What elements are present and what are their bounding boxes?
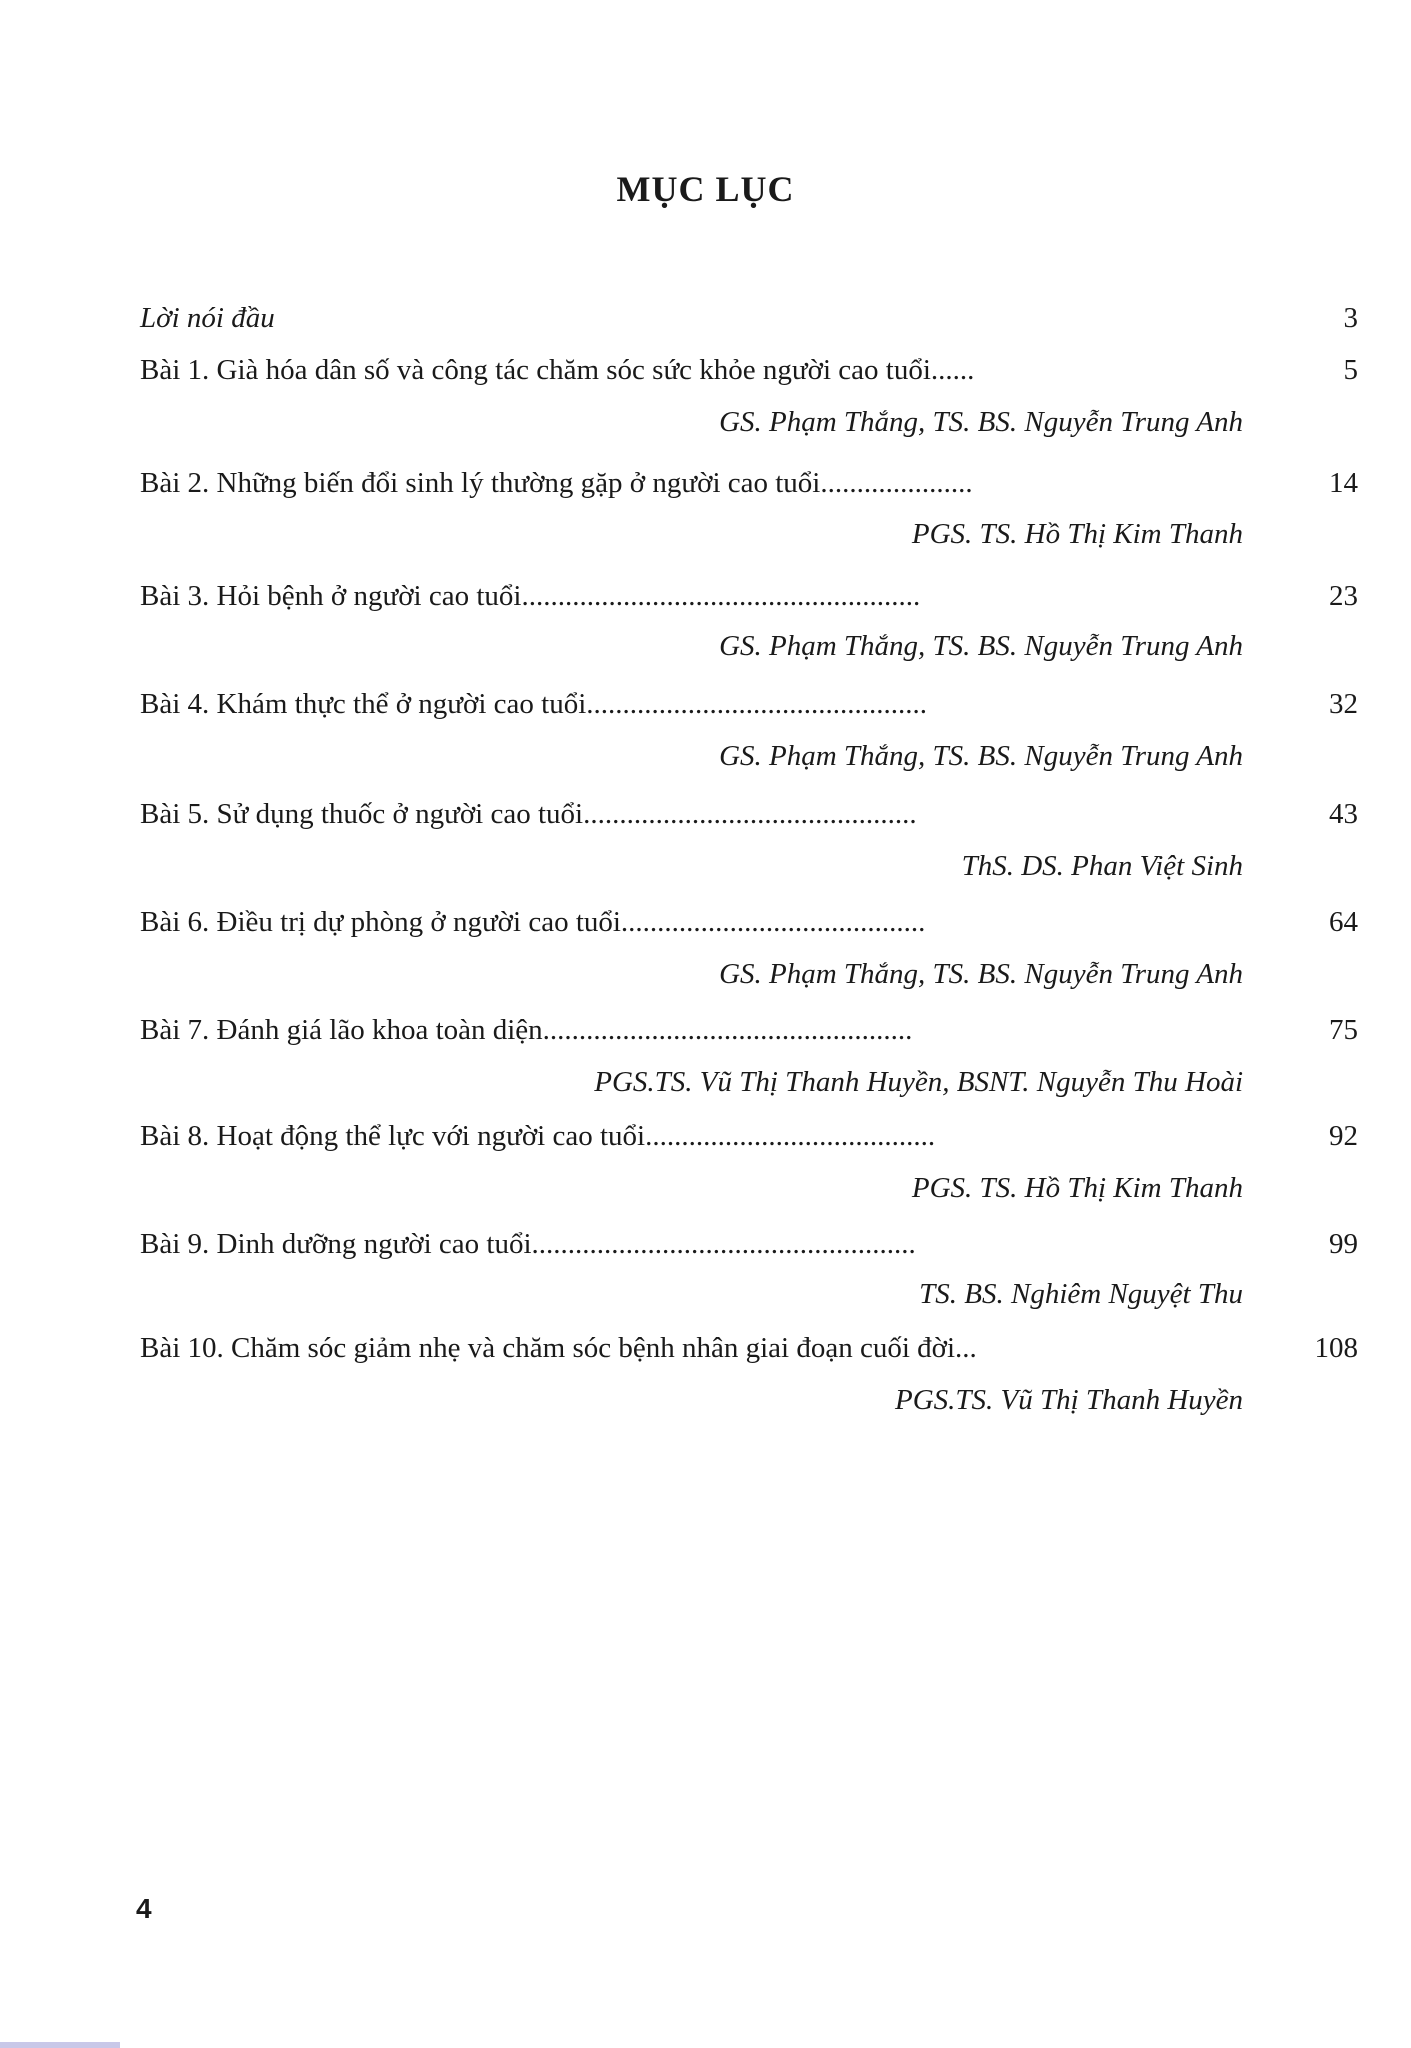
toc-entry-page: 5 [1343,354,1358,386]
toc-entry-page: 108 [1314,1332,1358,1364]
toc-entry-page: 43 [1329,798,1358,830]
toc-entry-page: 32 [1329,688,1358,720]
toc-entry-label: Bài 7. Đánh giá lão khoa toàn diện................................................... [140,1014,913,1046]
toc-entry-preface [140,302,1358,335]
toc-entry [140,906,1358,939]
toc-entry [140,1014,1358,1047]
toc-entry [140,354,1358,387]
toc-entry-label: Bài 1. Già hóa dân số và công tác chăm sóc sức khỏe người cao tuổi...... [140,354,975,386]
toc-entry-author: PGS. TS. Hồ Thị Kim Thanh [911,518,1243,550]
toc-entry-label: Bài 6. Điều trị dự phòng ở người cao tuổi.......................................... [140,906,926,938]
toc-entry [140,1228,1358,1261]
toc-entry-author: GS. Phạm Thắng, TS. BS. Nguyễn Trung Anh [719,406,1243,438]
toc-entry-label: Bài 4. Khám thực thể ở người cao tuổi............................................... [140,688,928,720]
toc-entry-author: TS. BS. Nghiêm Nguyệt Thu [919,1278,1243,1310]
toc-entry-label: Bài 8. Hoạt động thể lực với người cao tuổi........................................ [140,1120,936,1152]
toc-entry-page: 23 [1329,580,1358,612]
toc-entry-author: GS. Phạm Thắng, TS. BS. Nguyễn Trung Anh [719,958,1243,990]
toc-entry-page: 14 [1329,467,1358,499]
toc-entry [140,580,1358,613]
scan-edge-divider [0,2042,120,2048]
toc-entry [140,1332,1358,1365]
page-title: MỤC LỤC [616,169,795,209]
toc-entry-label: Bài 3. Hỏi bệnh ở người cao tuổi....................................................... [140,580,921,612]
toc-entry-page: 99 [1329,1228,1358,1260]
toc-entry-label: Bài 5. Sử dụng thuốc ở người cao tuổi.............................................. [140,798,917,830]
toc-entry-label: Bài 10. Chăm sóc giảm nhẹ và chăm sóc bệnh nhân giai đoạn cuối đời... [140,1332,977,1364]
toc-entry [140,1120,1358,1153]
toc-entry-label: Bài 9. Dinh dưỡng người cao tuổi..................................................... [140,1228,916,1260]
toc-entry [140,467,1358,500]
toc-entry [140,688,1358,721]
toc-entry-author: GS. Phạm Thắng, TS. BS. Nguyễn Trung Anh [719,630,1243,662]
toc-entry-page: 75 [1329,1014,1358,1046]
toc-entry-author: PGS.TS. Vũ Thị Thanh Huyền, BSNT. Nguyễn Thu Hoài [594,1066,1243,1098]
toc-entry-label: Bài 2. Những biến đổi sinh lý thường gặp ở người cao tuổi..................... [140,467,973,499]
toc-entry-label: Lời nói đầu [140,302,275,334]
toc-entry-page: 3 [1343,302,1358,334]
toc-entry-page: 64 [1329,906,1358,938]
page-number: 4 [136,1893,152,1924]
toc-entry-author: ThS. DS. Phan Việt Sinh [961,850,1243,882]
toc-entry-page: 92 [1329,1120,1358,1152]
toc-entry-author: PGS.TS. Vũ Thị Thanh Huyền [895,1384,1243,1416]
toc-entry-author: PGS. TS. Hồ Thị Kim Thanh [911,1172,1243,1204]
toc-entry [140,798,1358,831]
toc-entry-author: GS. Phạm Thắng, TS. BS. Nguyễn Trung Anh [719,740,1243,772]
